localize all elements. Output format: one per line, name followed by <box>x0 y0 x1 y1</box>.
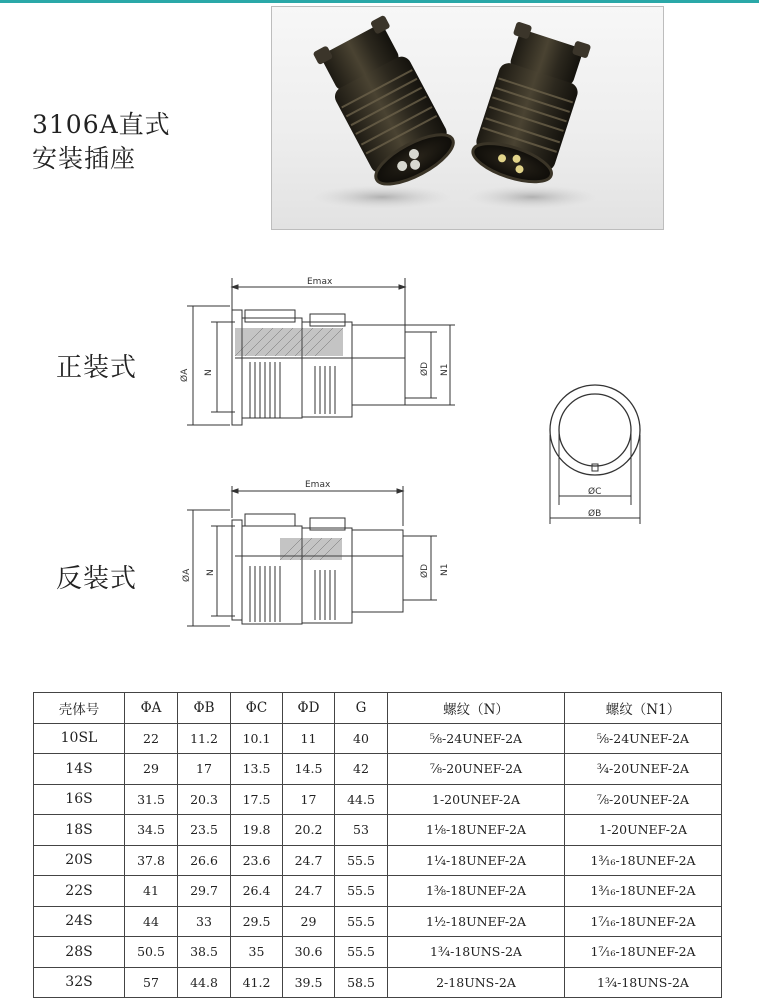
header-b: ΦB <box>178 693 231 724</box>
cell-c: 26.4 <box>231 876 283 907</box>
reverse-dim-a: ØA <box>182 568 192 582</box>
front-mount-drawing <box>175 270 465 430</box>
cell-d: 39.5 <box>283 967 335 998</box>
cell-d: 17 <box>283 784 335 815</box>
cell-b: 33 <box>178 906 231 937</box>
cell-shell-size: 18S <box>34 815 125 846</box>
cell-thread-n: 1¹⁄₄-18UNEF-2A <box>388 845 565 876</box>
cell-a: 34.5 <box>125 815 178 846</box>
spec-table <box>33 692 722 998</box>
table-row <box>34 815 722 846</box>
front-dim-a: ØA <box>180 368 190 382</box>
cell-thread-n: 1³⁄₈-18UNEF-2A <box>388 876 565 907</box>
cell-g: 55.5 <box>335 937 388 968</box>
cell-d: 20.2 <box>283 815 335 846</box>
reverse-mount-label: 反装式 <box>56 564 138 594</box>
cell-shell-size: 28S <box>34 937 125 968</box>
end-dim-c: ØC <box>588 487 602 497</box>
cell-d: 24.7 <box>283 876 335 907</box>
reverse-dim-n1: N1 <box>440 563 450 576</box>
table-row <box>34 876 722 907</box>
table-row <box>34 906 722 937</box>
cell-thread-n1: ⁷⁄₈-20UNEF-2A <box>565 784 722 815</box>
cell-thread-n: 2-18UNS-2A <box>388 967 565 998</box>
cell-g: 58.5 <box>335 967 388 998</box>
cell-thread-n1: 1³⁄₄-18UNS-2A <box>565 967 722 998</box>
front-dim-e: Emax <box>307 277 333 287</box>
cell-d: 24.7 <box>283 845 335 876</box>
cell-b: 23.5 <box>178 815 231 846</box>
cell-thread-n1: 1⁷⁄₁₆-18UNEF-2A <box>565 937 722 968</box>
reverse-dim-d: ØD <box>420 563 430 578</box>
cell-b: 29.7 <box>178 876 231 907</box>
cell-c: 23.6 <box>231 845 283 876</box>
cell-c: 19.8 <box>231 815 283 846</box>
cell-c: 13.5 <box>231 754 283 785</box>
reverse-dim-n: N <box>206 569 216 576</box>
front-dim-d: ØD <box>420 361 430 376</box>
cell-a: 41 <box>125 876 178 907</box>
table-row <box>34 845 722 876</box>
cell-g: 42 <box>335 754 388 785</box>
cell-a: 57 <box>125 967 178 998</box>
cell-shell-size: 24S <box>34 906 125 937</box>
header-c: ΦC <box>231 693 283 724</box>
title-line-2: 安装插座 <box>32 144 137 173</box>
cell-c: 35 <box>231 937 283 968</box>
table-row <box>34 937 722 968</box>
table-row <box>34 784 722 815</box>
reverse-dim-e: Emax <box>305 480 331 490</box>
cell-g: 44.5 <box>335 784 388 815</box>
cell-thread-n1: 1⁷⁄₁₆-18UNEF-2A <box>565 906 722 937</box>
cell-thread-n: 1¹⁄₂-18UNEF-2A <box>388 906 565 937</box>
cell-b: 38.5 <box>178 937 231 968</box>
reverse-mount-drawing <box>175 478 465 633</box>
cell-b: 17 <box>178 754 231 785</box>
cell-g: 55.5 <box>335 876 388 907</box>
cell-d: 14.5 <box>283 754 335 785</box>
cell-c: 41.2 <box>231 967 283 998</box>
header-thread-n: 螺纹（N） <box>388 693 565 724</box>
end-dim-b: ØB <box>588 509 602 519</box>
cell-g: 53 <box>335 815 388 846</box>
cell-a: 44 <box>125 906 178 937</box>
cell-b: 20.3 <box>178 784 231 815</box>
cell-d: 30.6 <box>283 937 335 968</box>
cell-c: 17.5 <box>231 784 283 815</box>
product-photo <box>271 6 664 230</box>
top-accent-line <box>0 0 759 3</box>
cell-shell-size: 32S <box>34 967 125 998</box>
cell-a: 29 <box>125 754 178 785</box>
title-line-1: 3106A直式 <box>32 110 171 139</box>
cell-d: 11 <box>283 723 335 754</box>
table-row <box>34 723 722 754</box>
cell-thread-n: ⁵⁄₈-24UNEF-2A <box>388 723 565 754</box>
cell-shell-size: 14S <box>34 754 125 785</box>
table-header-row <box>34 693 722 724</box>
header-a: ΦA <box>125 693 178 724</box>
end-view-drawing <box>540 380 650 530</box>
cell-b: 44.8 <box>178 967 231 998</box>
cell-a: 31.5 <box>125 784 178 815</box>
cell-thread-n1: 1³⁄₁₆-18UNEF-2A <box>565 876 722 907</box>
cell-thread-n: 1³⁄₄-18UNS-2A <box>388 937 565 968</box>
cell-d: 29 <box>283 906 335 937</box>
cell-thread-n: 1¹⁄₈-18UNEF-2A <box>388 815 565 846</box>
cell-b: 26.6 <box>178 845 231 876</box>
cell-thread-n1: ⁵⁄₈-24UNEF-2A <box>565 723 722 754</box>
table-row <box>34 754 722 785</box>
cell-thread-n1: 1-20UNEF-2A <box>565 815 722 846</box>
front-mount-label: 正装式 <box>56 353 138 383</box>
header-g: G <box>335 693 388 724</box>
connector-photo-icon <box>272 7 663 229</box>
front-dim-n: N <box>204 369 214 376</box>
header-thread-n1: 螺纹（N1） <box>565 693 722 724</box>
cell-g: 55.5 <box>335 906 388 937</box>
cell-thread-n: ⁷⁄₈-20UNEF-2A <box>388 754 565 785</box>
cell-b: 11.2 <box>178 723 231 754</box>
cell-a: 37.8 <box>125 845 178 876</box>
cell-shell-size: 10SL <box>34 723 125 754</box>
cell-a: 22 <box>125 723 178 754</box>
cell-a: 50.5 <box>125 937 178 968</box>
cell-shell-size: 20S <box>34 845 125 876</box>
cell-thread-n1: ³⁄₄-20UNEF-2A <box>565 754 722 785</box>
front-dim-n1: N1 <box>440 363 450 376</box>
header-shell-size: 壳体号 <box>34 693 125 724</box>
cell-g: 40 <box>335 723 388 754</box>
table-row <box>34 967 722 998</box>
cell-shell-size: 16S <box>34 784 125 815</box>
cell-thread-n: 1-20UNEF-2A <box>388 784 565 815</box>
cell-shell-size: 22S <box>34 876 125 907</box>
cell-c: 10.1 <box>231 723 283 754</box>
cell-thread-n1: 1³⁄₁₆-18UNEF-2A <box>565 845 722 876</box>
header-d: ΦD <box>283 693 335 724</box>
cell-g: 55.5 <box>335 845 388 876</box>
cell-c: 29.5 <box>231 906 283 937</box>
